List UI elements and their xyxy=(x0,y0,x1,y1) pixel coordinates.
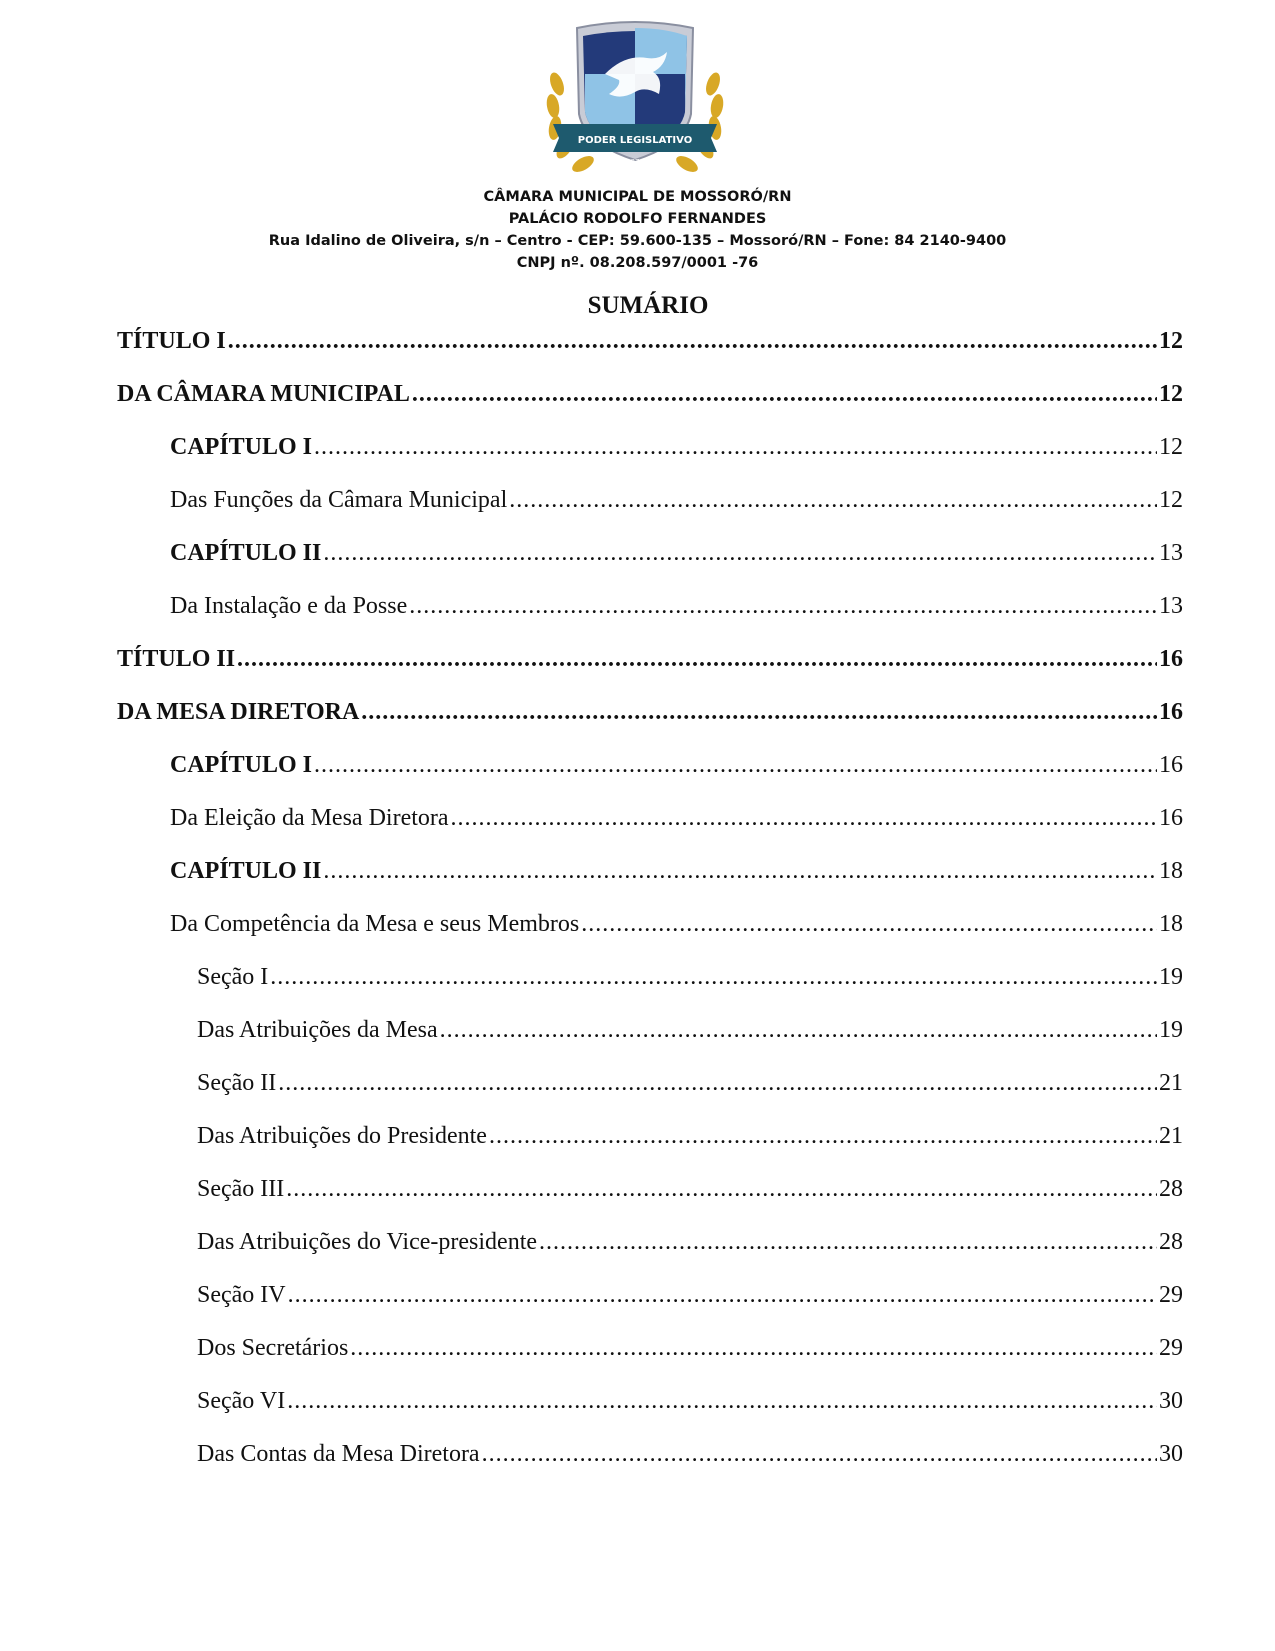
toc-entry[interactable] xyxy=(170,432,1183,462)
chamber-logo xyxy=(535,14,735,184)
toc-entry-page: 21 xyxy=(1159,1070,1183,1096)
toc-leader xyxy=(489,1121,1157,1151)
toc-entry-label: CAPÍTULO II xyxy=(170,540,322,566)
toc-entry[interactable] xyxy=(197,1439,1183,1469)
toc-entry-label: Da Competência da Mesa e seus Membros xyxy=(170,911,580,937)
toc-entry-label: Das Atribuições da Mesa xyxy=(197,1017,438,1043)
toc-entry[interactable] xyxy=(117,379,1183,409)
toc-entry-page: 18 xyxy=(1159,911,1183,937)
toc-entry[interactable] xyxy=(170,856,1183,886)
toc-entry-label: Dos Secretários xyxy=(197,1335,349,1361)
toc-entry-label: Das Atribuições do Vice-presidente xyxy=(197,1229,538,1255)
toc-entry-page: 19 xyxy=(1159,1017,1183,1043)
toc-entry[interactable] xyxy=(170,803,1183,833)
toc-entry-label: Das Funções da Câmara Municipal xyxy=(170,487,508,513)
toc-entry-label: CAPÍTULO I xyxy=(170,752,313,778)
toc-entry[interactable] xyxy=(197,1227,1183,1257)
toc-entry-label: TÍTULO II xyxy=(117,646,236,672)
toc-entry-label: CAPÍTULO II xyxy=(170,858,322,884)
toc-leader xyxy=(412,379,1157,409)
toc-entry-label: DA MESA DIRETORA xyxy=(117,699,360,725)
toc-entry-label: Seção IV xyxy=(197,1282,286,1308)
toc-entry-page: 16 xyxy=(1159,752,1183,778)
toc-entry-page: 16 xyxy=(1159,699,1183,725)
toc-entry[interactable] xyxy=(197,1174,1183,1204)
toc-entry-page: 16 xyxy=(1159,646,1183,672)
toc-leader xyxy=(440,1015,1157,1045)
toc-entry[interactable] xyxy=(117,697,1183,727)
toc-entry-page: 13 xyxy=(1159,540,1183,566)
banner-text: PODER LEGISLATIVO xyxy=(577,135,693,146)
toc-entry-page: 30 xyxy=(1159,1388,1183,1414)
toc-leader xyxy=(228,326,1157,356)
toc-entry[interactable] xyxy=(170,538,1183,568)
toc-entry[interactable] xyxy=(197,962,1183,992)
toc-leader xyxy=(237,644,1157,674)
toc-leader xyxy=(539,1227,1157,1257)
toc-leader xyxy=(482,1439,1157,1469)
toc-entry-label: DA CÂMARA MUNICIPAL xyxy=(117,381,410,407)
toc-leader xyxy=(270,962,1157,992)
toc-entry-label: Das Contas da Mesa Diretora xyxy=(197,1441,480,1467)
toc-leader xyxy=(509,485,1157,515)
toc-entry-page: 12 xyxy=(1159,381,1183,407)
toc-entry-page: 12 xyxy=(1159,434,1183,460)
toc-leader xyxy=(287,1386,1157,1416)
toc-leader xyxy=(581,909,1157,939)
toc-entry-page: 12 xyxy=(1159,487,1183,513)
toc-entry-page: 28 xyxy=(1159,1229,1183,1255)
toc-leader xyxy=(451,803,1157,833)
toc-leader xyxy=(323,538,1157,568)
toc-entry[interactable] xyxy=(197,1333,1183,1363)
toc-leader xyxy=(314,750,1157,780)
address-line: Rua Idalino de Oliveira, s/n – Centro - CEP: 59.600-135 – Mossoró/RN – Fone: 84 2140-9400 xyxy=(268,233,1007,249)
toc-leader xyxy=(323,856,1157,886)
toc-entry-label: CAPÍTULO I xyxy=(170,434,313,460)
toc-entry[interactable] xyxy=(197,1386,1183,1416)
toc-entry-page: 30 xyxy=(1159,1441,1183,1467)
toc-entry-page: 12 xyxy=(1159,328,1183,354)
toc-entry-page: 29 xyxy=(1159,1335,1183,1361)
toc-entry[interactable] xyxy=(197,1280,1183,1310)
cnpj-line: CNPJ nº. 08.208.597/0001 -76 xyxy=(516,255,759,271)
toc-entry[interactable] xyxy=(170,591,1183,621)
toc-leader xyxy=(361,697,1157,727)
toc-entry-label: TÍTULO I xyxy=(117,328,226,354)
toc-leader xyxy=(350,1333,1157,1363)
toc-entry-label: Seção I xyxy=(197,964,269,990)
toc-entry-label: Seção II xyxy=(197,1070,277,1096)
toc-entry[interactable] xyxy=(170,750,1183,780)
toc-entry-page: 28 xyxy=(1159,1176,1183,1202)
toc-entry-label: Seção VI xyxy=(197,1388,286,1414)
toc-leader xyxy=(314,432,1157,462)
toc-leader xyxy=(278,1068,1157,1098)
toc-entry[interactable] xyxy=(197,1068,1183,1098)
toc-entry[interactable] xyxy=(197,1015,1183,1045)
toc-leader xyxy=(286,1174,1157,1204)
toc-title: SUMÁRIO xyxy=(587,292,709,319)
toc-leader xyxy=(409,591,1157,621)
palace-name: PALÁCIO RODOLFO FERNANDES xyxy=(508,211,767,227)
toc-entry-label: Da Instalação e da Posse xyxy=(170,593,408,619)
toc-entry-label: Da Eleição da Mesa Diretora xyxy=(170,805,449,831)
toc-entry[interactable] xyxy=(117,644,1183,674)
toc-entry-page: 29 xyxy=(1159,1282,1183,1308)
toc-entry-page: 18 xyxy=(1159,858,1183,884)
toc-entry-label: Seção III xyxy=(197,1176,285,1202)
institution-name: CÂMARA MUNICIPAL DE MOSSORÓ/RN xyxy=(483,189,792,205)
toc-entry[interactable] xyxy=(170,909,1183,939)
toc-entry-page: 13 xyxy=(1159,593,1183,619)
logo-year: 1870 xyxy=(626,158,644,166)
toc-entry-label: Das Atribuições do Presidente xyxy=(197,1123,487,1149)
toc-entry-page: 21 xyxy=(1159,1123,1183,1149)
toc-entry-page: 19 xyxy=(1159,964,1183,990)
toc-entry-page: 16 xyxy=(1159,805,1183,831)
toc-entry[interactable] xyxy=(117,326,1183,356)
toc-entry[interactable] xyxy=(170,485,1183,515)
toc-entry[interactable] xyxy=(197,1121,1183,1151)
letterhead xyxy=(0,186,1275,274)
toc-leader xyxy=(288,1280,1157,1310)
